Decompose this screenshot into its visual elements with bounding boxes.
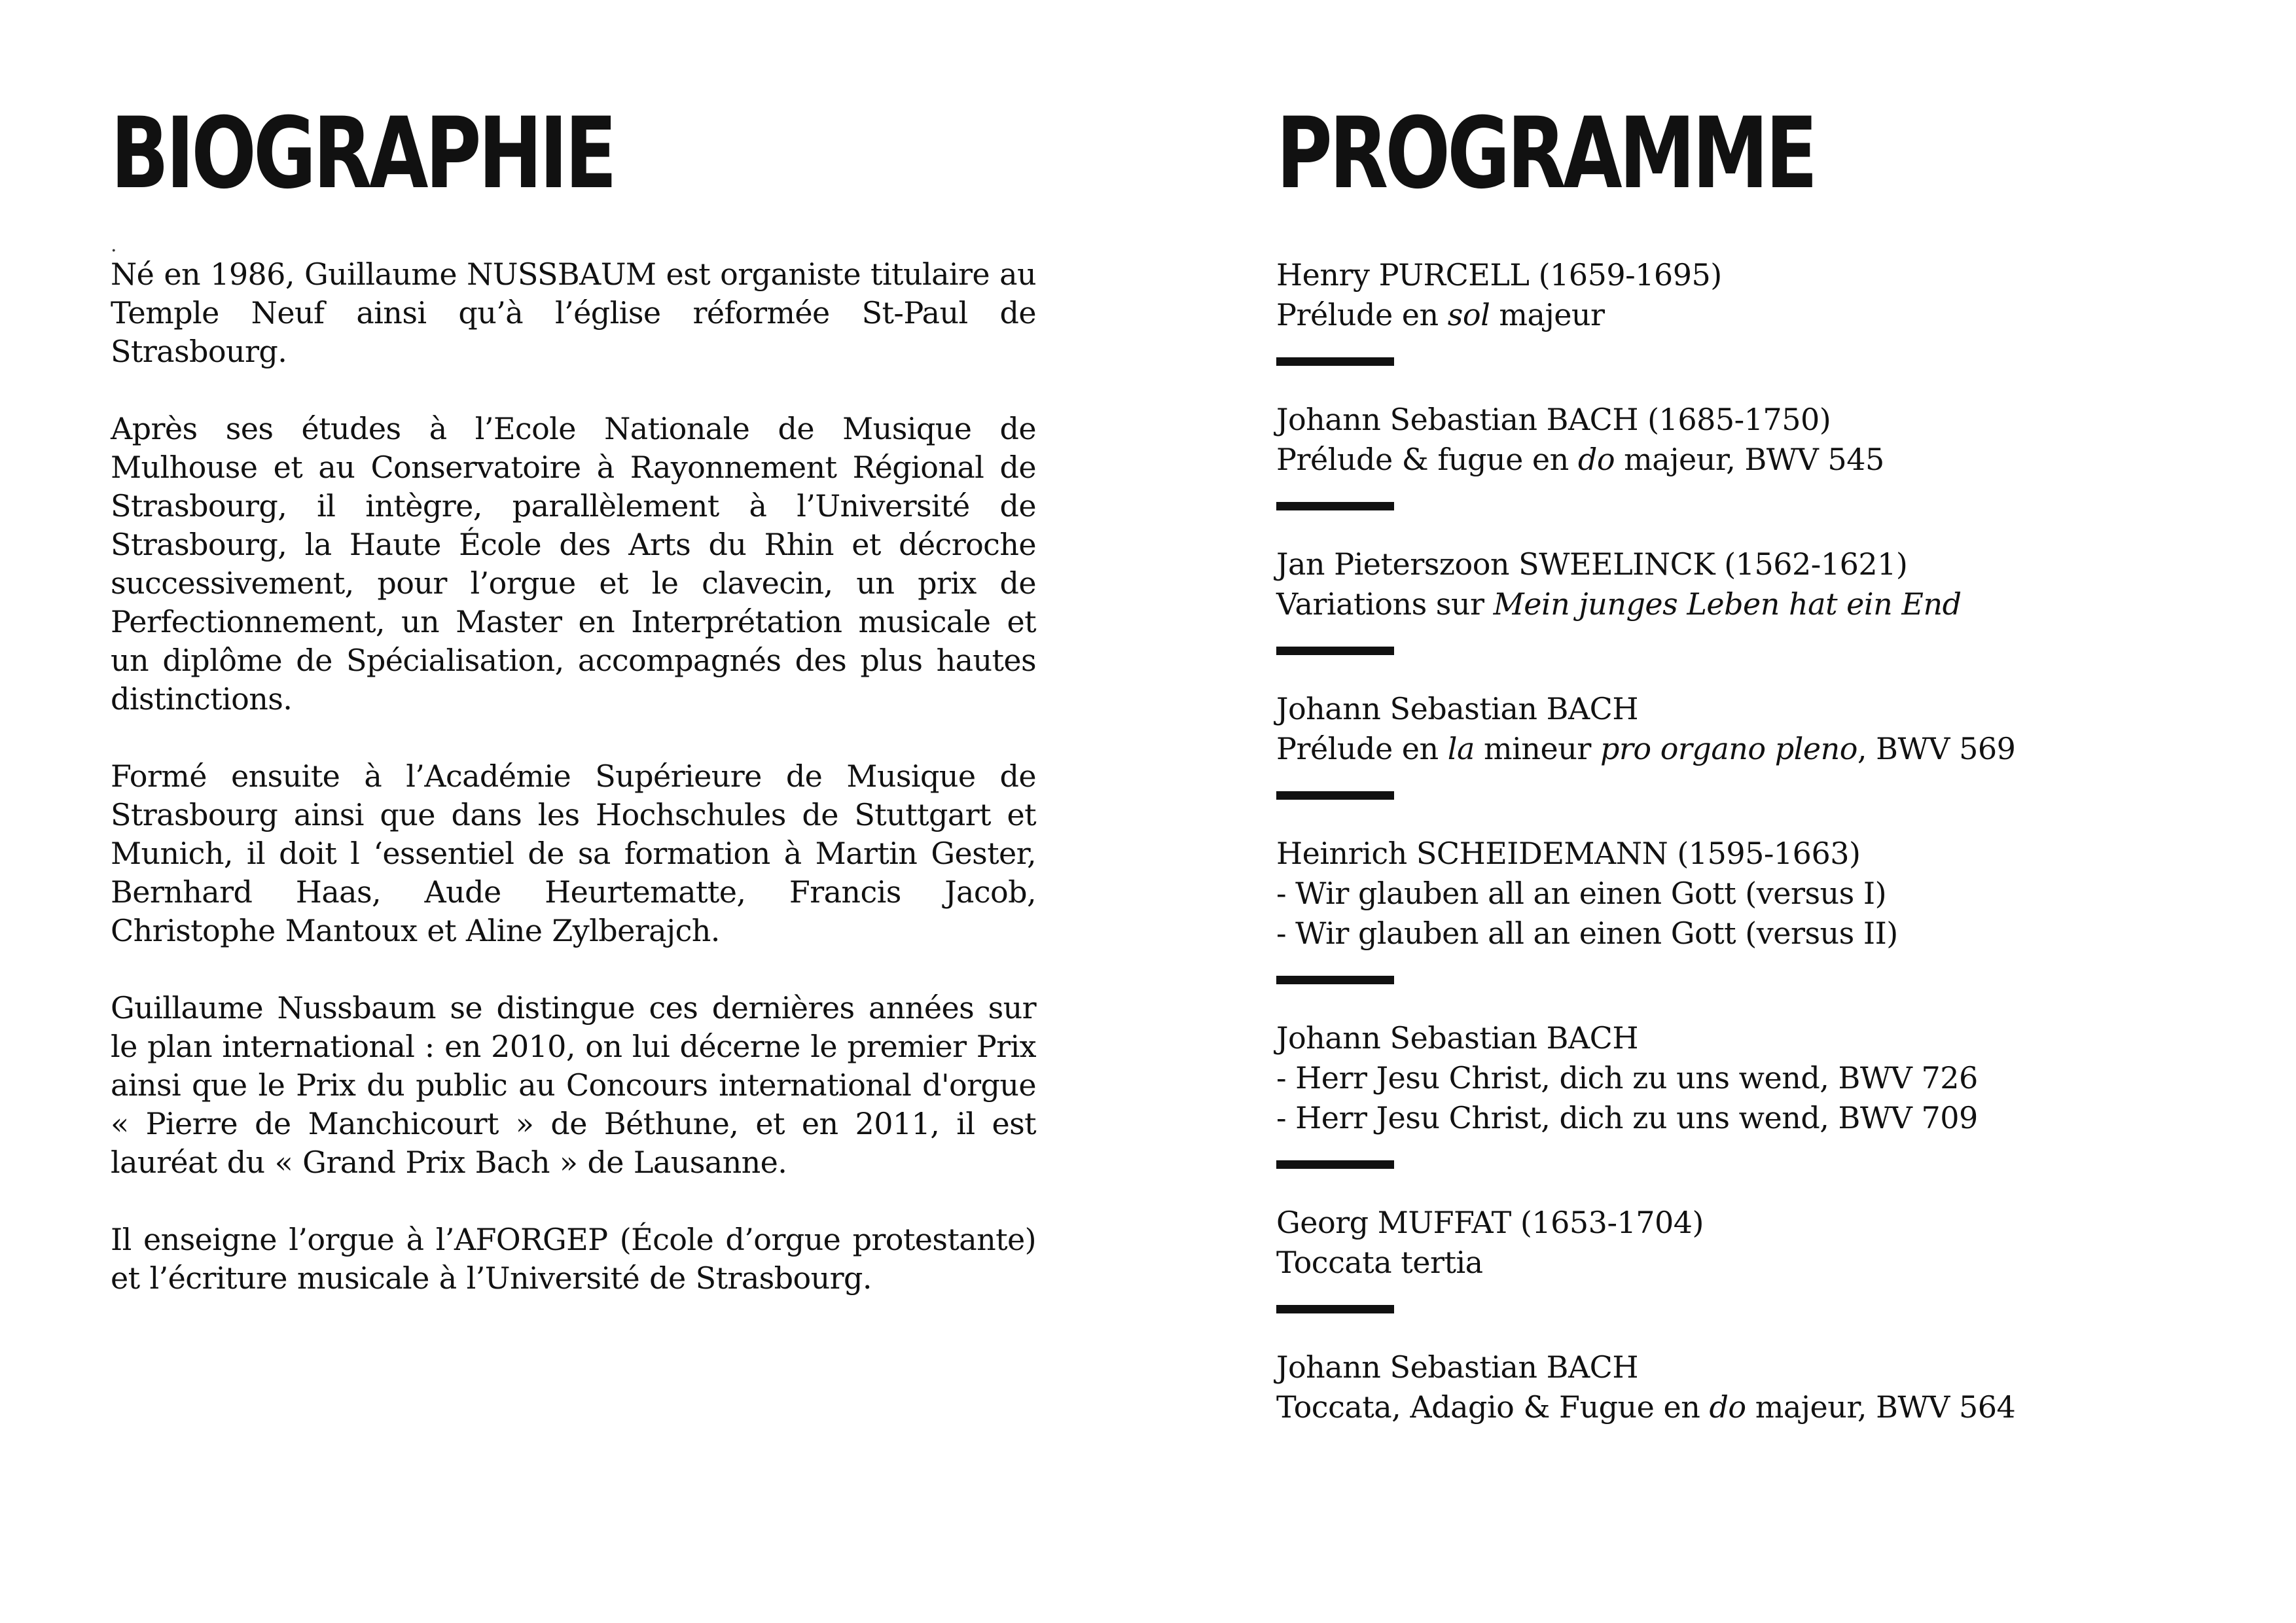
bio-paragraph: Guillaume Nussbaum se distingue ces dernières années sur le plan international : en 2010, on lui décerne le premier Prix ainsi que le Prix du public au Concours international d'orgue « Pierre de Manchicourt » de Béthune, et en 2011, il est lauréat du « Grand Prix Bach » de Lausanne.: [111, 990, 1036, 1180]
separator-bar: [1276, 647, 1394, 655]
work-title: Prélude en sol majeur: [1276, 297, 1605, 332]
biography-title: BIOGRAPHIE: [111, 97, 615, 211]
work-title: Prélude & fugue en do majeur, BWV 545: [1276, 442, 1884, 477]
programme-item: [1276, 834, 2193, 954]
work-title: Prélude en la mineur pro organo pleno, BWV 569: [1276, 731, 2016, 766]
separator-bar: [1276, 357, 1394, 366]
programme-item: [1276, 1203, 2193, 1283]
composer: Henry PURCELL (1659-1695): [1276, 257, 1722, 293]
programme-column: [1276, 97, 2193, 1427]
biography-body: [111, 255, 1036, 1298]
programme-title: PROGRAMME: [1276, 97, 1815, 211]
bio-paragraph: Il enseigne l’orgue à l’AFORGEP (École d’orgue protestante) et l’écriture musicale à l’Université de Strasbourg.: [111, 1222, 1036, 1296]
work-title: - Wir glauben all an einen Gott (versus I): [1276, 876, 1887, 911]
programme-item: [1276, 255, 2193, 335]
separator-bar: [1276, 1305, 1394, 1313]
separator-bar: [1276, 976, 1394, 984]
stray-marker: .: [111, 234, 117, 257]
work-title: - Herr Jesu Christ, dich zu uns wend, BWV 709: [1276, 1100, 1978, 1135]
bio-paragraph: Né en 1986, Guillaume NUSSBAUM est organiste titulaire au Temple Neuf ainsi qu’à l’église réformée St-Paul de Strasbourg.: [111, 257, 1036, 369]
programme-item: [1276, 400, 2193, 480]
programme-list: [1276, 255, 2193, 1427]
bio-paragraph: Après ses études à l’Ecole Nationale de Musique de Mulhouse et au Conservatoire à Rayonnement Régional de Strasbourg, il intègre, parallèlement à l’Université de Strasbourg, la Haute École des Arts du Rhin et décroche successivement, pour l’orgue et le clavecin, un prix de Perfectionnement, un Master en Interprétation musicale et un diplôme de Spécialisation, accompagnés des plus hautes distinctions.: [111, 411, 1036, 717]
work-title: Toccata, Adagio & Fugue en do majeur, BWV 564: [1276, 1389, 2016, 1425]
programme-item: [1276, 689, 2193, 769]
work-title: - Wir glauben all an einen Gott (versus II): [1276, 916, 1898, 951]
biography-column: [111, 97, 1036, 1336]
separator-bar: [1276, 791, 1394, 800]
work-title: - Herr Jesu Christ, dich zu uns wend, BWV 726: [1276, 1060, 1978, 1096]
composer: Jan Pieterszoon SWEELINCK (1562-1621): [1276, 546, 1908, 582]
composer: Johann Sebastian BACH: [1276, 1020, 1638, 1056]
programme-item: [1276, 544, 2193, 624]
work-title: Variations sur Mein junges Leben hat ein End: [1276, 586, 1962, 622]
separator-bar: [1276, 502, 1394, 510]
separator-bar: [1276, 1160, 1394, 1169]
composer: Johann Sebastian BACH: [1276, 691, 1638, 726]
composer: Georg MUFFAT (1653-1704): [1276, 1205, 1704, 1240]
composer: Johann Sebastian BACH: [1276, 1349, 1638, 1385]
work-title: Toccata tertia: [1276, 1245, 1483, 1280]
composer: Johann Sebastian BACH (1685-1750): [1276, 402, 1831, 437]
programme-item: [1276, 1347, 2193, 1427]
bio-paragraph: Formé ensuite à l’Académie Supérieure de Musique de Strasbourg ainsi que dans les Hochschules de Stuttgart et Munich, il doit l ‘essentiel de sa formation à Martin Gester, Bernhard Haas, Aude Heurtematte, Francis Jacob, Christophe Mantoux et Aline Zylberajch.: [111, 758, 1036, 948]
composer: Heinrich SCHEIDEMANN (1595-1663): [1276, 836, 1861, 871]
programme-item: [1276, 1018, 2193, 1138]
